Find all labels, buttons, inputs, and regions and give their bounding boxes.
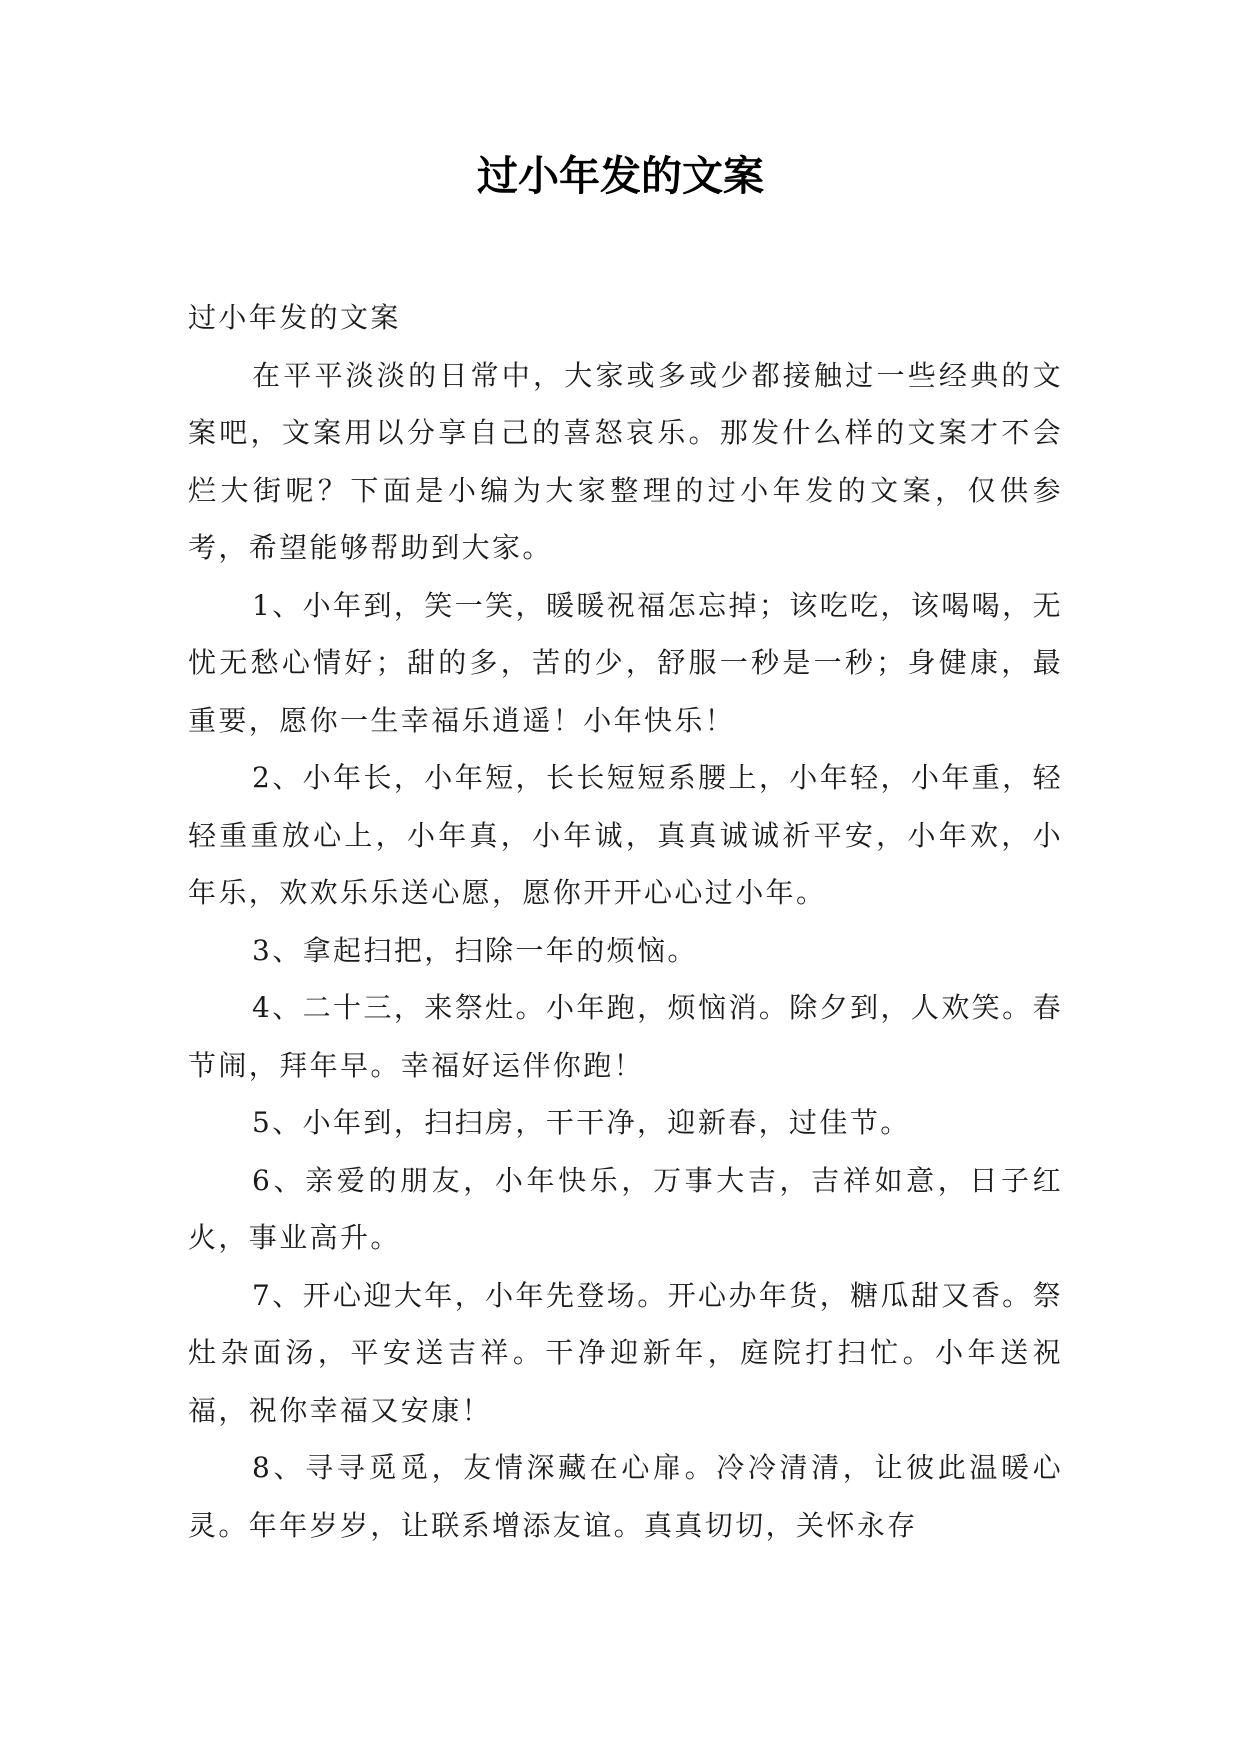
paragraph-item-2: 2、小年长，小年短，长长短短系腰上，小年轻，小年重，轻轻重重放心上，小年真，小年诚，真真诚诚祈平安，小年欢，小年乐，欢欢乐乐送心愿，愿你开开心心过小年。 [188, 761, 1063, 909]
paragraph-item-5: 5、小年到，扫扫房，干干净，迎新春，过佳节。 [252, 1106, 911, 1139]
intro-paragraph: 在平平淡淡的日常中，大家或多或少都接触过一些经典的文案吧，文案用以分享自己的喜怒哀乐。那发什么样的文案才不会烂大街呢？下面是小编为大家整理的过小年发的文案，仅供参考，希望能够帮助到大家。 [188, 358, 1063, 564]
paragraph-item-3: 3、拿起扫把，扫除一年的烦恼。 [252, 933, 698, 967]
paragraph-item-8: 8、寻寻觅觅，友情深藏在心扉。冷冷清清，让彼此温暖心灵。年年岁岁，让联系增添友谊。真真切切，关怀永存 [188, 1451, 1063, 1542]
document-title: 过小年发的文案 [477, 152, 764, 200]
document-body [188, 289, 1063, 1554]
paragraph-item-6: 6、亲爱的朋友，小年快乐，万事大吉，吉祥如意，日子红火，事业高升。 [188, 1163, 1063, 1254]
document-subtitle: 过小年发的文案 [188, 301, 401, 334]
paragraph-item-4: 4、二十三，来祭灶。小年跑，烦恼消。除夕到，人欢笑。春节闹，拜年早。幸福好运伴你跑！ [188, 991, 1063, 1082]
paragraph-item-1: 1、小年到，笑一笑，暖暖祝福怎忘掉；该吃吃，该喝喝，无忧无愁心情好；甜的多，苦的少，舒服一秒是一秒；身健康，最重要，愿你一生幸福乐逍遥！小年快乐！ [188, 588, 1063, 737]
paragraph-item-7: 7、开心迎大年，小年先登场。开心办年货，糖瓜甜又香。祭灶杂面汤，平安送吉祥。干净迎新年，庭院打扫忙。小年送祝福，祝你幸福又安康！ [188, 1278, 1063, 1427]
